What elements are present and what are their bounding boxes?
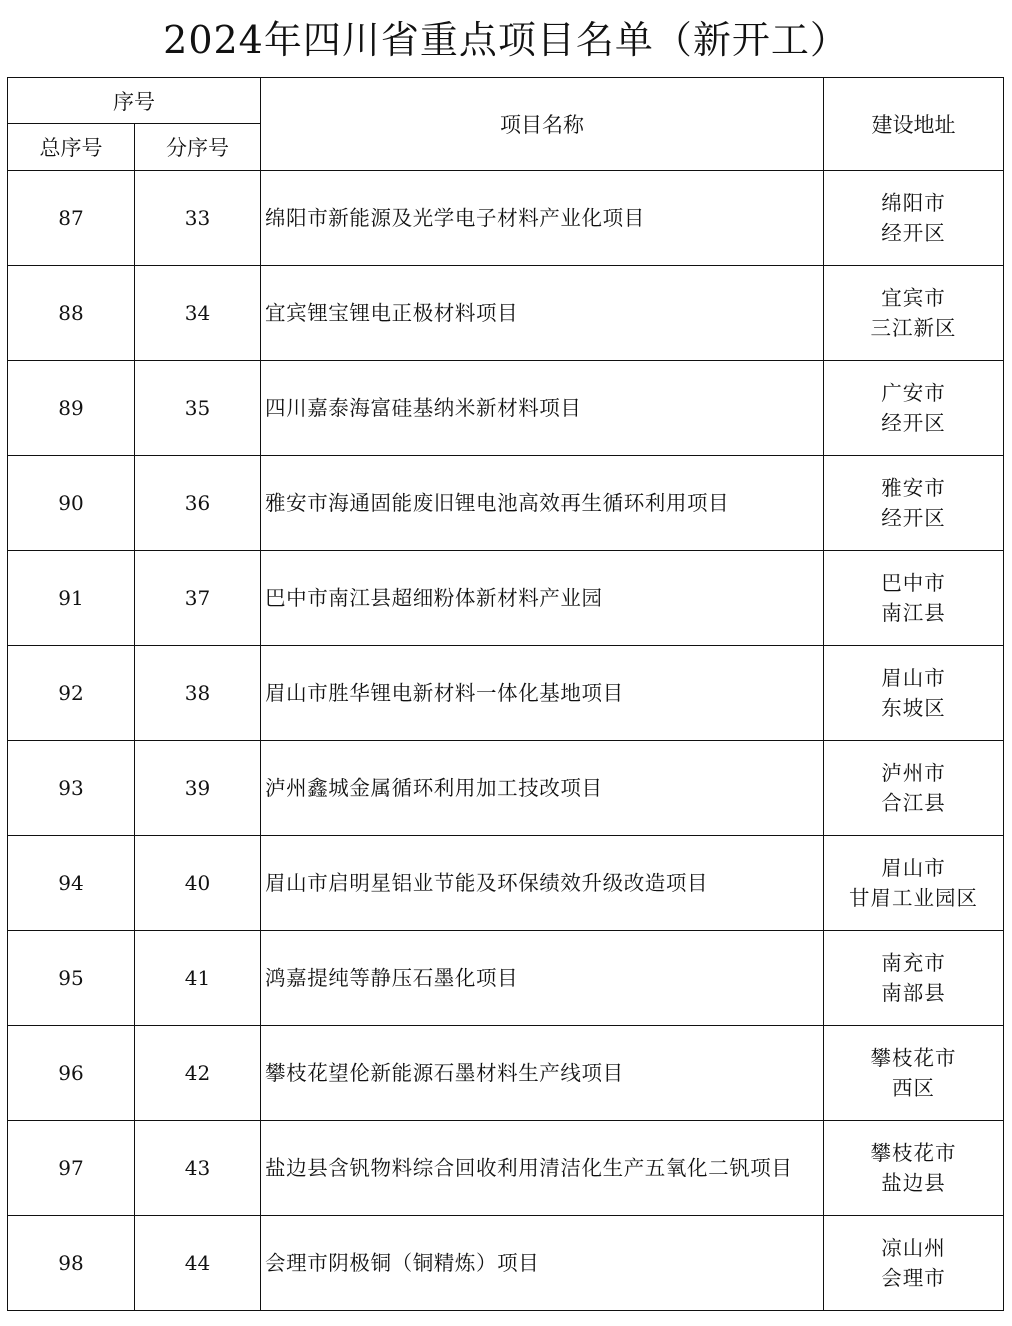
table-row <box>8 1026 1004 1121</box>
sub-serial-header: 分序号 <box>135 124 261 171</box>
total-serial-cell: 91 <box>8 551 135 646</box>
sub-serial-cell: 44 <box>135 1216 261 1311</box>
location-cell <box>824 171 1004 266</box>
project-name-cell: 攀枝花望伦新能源石墨材料生产线项目 <box>261 1026 824 1121</box>
project-name-cell: 眉山市胜华锂电新材料一体化基地项目 <box>261 646 824 741</box>
sub-serial-cell: 35 <box>135 361 261 456</box>
page-title: 2024年四川省重点项目名单（新开工） <box>163 18 849 62</box>
location-city: 眉山市 <box>881 666 946 690</box>
table-row <box>8 171 1004 266</box>
location-cell <box>824 1121 1004 1216</box>
sub-serial-cell: 37 <box>135 551 261 646</box>
location-district: 盐边县 <box>881 1171 946 1195</box>
total-serial-cell: 92 <box>8 646 135 741</box>
project-name-cell: 宜宾锂宝锂电正极材料项目 <box>261 266 824 361</box>
sub-serial-cell: 38 <box>135 646 261 741</box>
location-district: 经开区 <box>881 221 946 245</box>
location-city: 雅安市 <box>881 476 946 500</box>
location-cell <box>824 456 1004 551</box>
location-city: 南充市 <box>881 951 946 975</box>
sub-serial-cell: 43 <box>135 1121 261 1216</box>
location-cell <box>824 551 1004 646</box>
project-table <box>7 77 1004 1311</box>
location-district: 三江新区 <box>870 316 957 340</box>
total-serial-cell: 97 <box>8 1121 135 1216</box>
location-district: 甘眉工业园区 <box>849 886 978 910</box>
location-cell <box>824 741 1004 836</box>
table-row <box>8 1216 1004 1311</box>
location-city: 巴中市 <box>881 571 946 595</box>
table-row <box>8 361 1004 456</box>
total-serial-cell: 90 <box>8 456 135 551</box>
total-serial-cell: 96 <box>8 1026 135 1121</box>
table-row <box>8 741 1004 836</box>
table-row <box>8 836 1004 931</box>
table-row <box>8 551 1004 646</box>
total-serial-cell: 88 <box>8 266 135 361</box>
sub-serial-cell: 34 <box>135 266 261 361</box>
location-cell <box>824 266 1004 361</box>
location-district: 南部县 <box>881 981 946 1005</box>
sub-serial-cell: 42 <box>135 1026 261 1121</box>
location-city: 绵阳市 <box>881 191 946 215</box>
project-name-cell: 巴中市南江县超细粉体新材料产业园 <box>261 551 824 646</box>
table-row <box>8 456 1004 551</box>
location-header: 建设地址 <box>824 78 1004 171</box>
total-serial-cell: 94 <box>8 836 135 931</box>
location-city: 攀枝花市 <box>870 1141 957 1165</box>
table-header-row <box>8 78 1004 124</box>
location-cell <box>824 361 1004 456</box>
table-row <box>8 266 1004 361</box>
project-name-cell: 泸州鑫城金属循环利用加工技改项目 <box>261 741 824 836</box>
location-city: 广安市 <box>881 381 946 405</box>
table-row <box>8 1121 1004 1216</box>
project-name-cell: 绵阳市新能源及光学电子材料产业化项目 <box>261 171 824 266</box>
location-cell <box>824 1216 1004 1311</box>
project-name-cell: 会理市阴极铜（铜精炼）项目 <box>261 1216 824 1311</box>
sub-serial-cell: 36 <box>135 456 261 551</box>
location-district: 会理市 <box>881 1266 946 1290</box>
location-city: 宜宾市 <box>881 286 946 310</box>
total-serial-cell: 98 <box>8 1216 135 1311</box>
location-city: 攀枝花市 <box>870 1046 957 1070</box>
location-district: 西区 <box>892 1076 935 1100</box>
total-serial-header: 总序号 <box>8 124 135 171</box>
location-cell <box>824 931 1004 1026</box>
location-district: 合江县 <box>881 791 946 815</box>
location-cell <box>824 836 1004 931</box>
table-body <box>8 171 1004 1311</box>
total-serial-cell: 93 <box>8 741 135 836</box>
total-serial-cell: 87 <box>8 171 135 266</box>
sub-serial-cell: 39 <box>135 741 261 836</box>
sub-serial-cell: 41 <box>135 931 261 1026</box>
location-city: 凉山州 <box>881 1236 946 1260</box>
location-district: 经开区 <box>881 506 946 530</box>
sub-serial-cell: 33 <box>135 171 261 266</box>
project-name-cell: 鸿嘉提纯等静压石墨化项目 <box>261 931 824 1026</box>
table-row <box>8 646 1004 741</box>
location-district: 经开区 <box>881 411 946 435</box>
total-serial-cell: 95 <box>8 931 135 1026</box>
location-city: 眉山市 <box>881 856 946 880</box>
location-cell <box>824 1026 1004 1121</box>
location-district: 东坡区 <box>881 696 946 720</box>
total-serial-cell: 89 <box>8 361 135 456</box>
project-name-cell: 四川嘉泰海富硅基纳米新材料项目 <box>261 361 824 456</box>
location-city: 泸州市 <box>881 761 946 785</box>
project-name-cell: 盐边县含钒物料综合回收利用清洁化生产五氧化二钒项目 <box>261 1121 824 1216</box>
project-name-cell: 雅安市海通固能废旧锂电池高效再生循环利用项目 <box>261 456 824 551</box>
project-name-cell: 眉山市启明星铝业节能及环保绩效升级改造项目 <box>261 836 824 931</box>
table-row <box>8 931 1004 1026</box>
location-cell <box>824 646 1004 741</box>
serial-group-header: 序号 <box>8 78 261 124</box>
sub-serial-cell: 40 <box>135 836 261 931</box>
location-district: 南江县 <box>881 601 946 625</box>
project-name-header: 项目名称 <box>261 78 824 171</box>
